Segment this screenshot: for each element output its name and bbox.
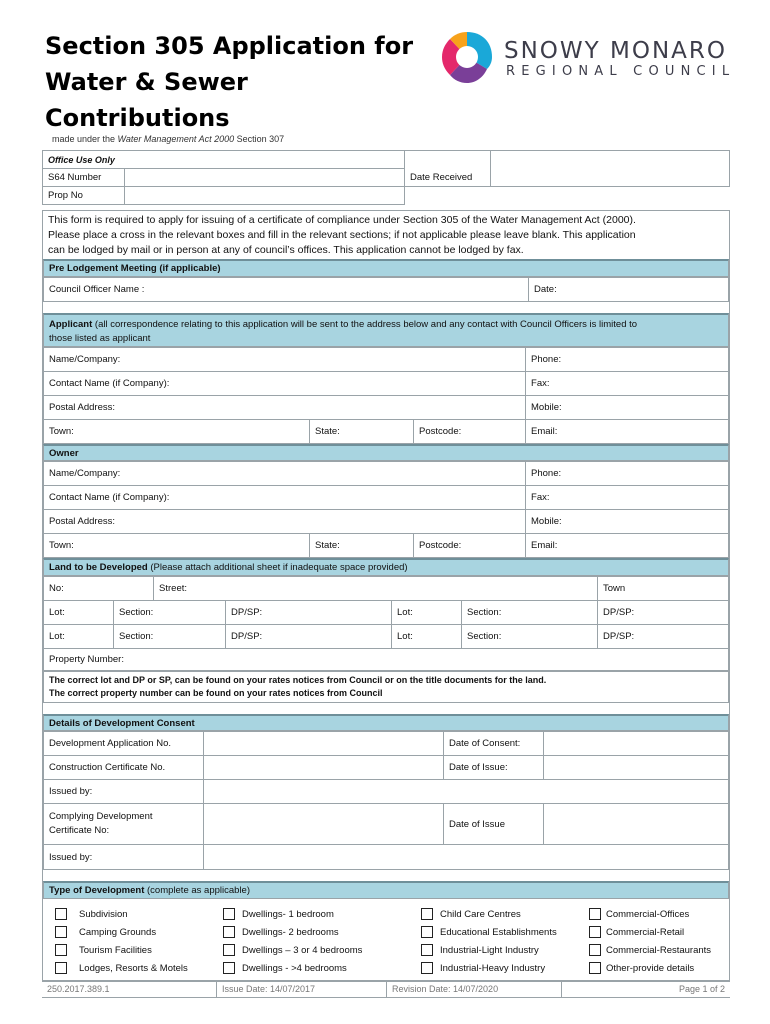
development-type-label: Industrial-Heavy Industry: [440, 962, 546, 974]
cdc-label: [44, 804, 204, 845]
development-type-checkbox[interactable]: [589, 908, 601, 920]
development-type-checkbox[interactable]: [421, 926, 433, 938]
prop-no-label: Prop No: [43, 187, 125, 205]
land-table: [43, 576, 729, 671]
application-form: [42, 210, 730, 982]
applicant-name-field[interactable]: Name/Company:: [44, 348, 526, 372]
intro-text: [43, 211, 729, 259]
owner-table: [43, 461, 729, 558]
development-type-checkbox[interactable]: [223, 926, 235, 938]
office-use-heading: Office Use Only: [43, 151, 405, 169]
applicant-town-field[interactable]: Town:: [44, 420, 310, 444]
development-type-label: Industrial-Light Industry: [440, 944, 539, 956]
date-consent-label: Date of Consent:: [444, 732, 544, 756]
cdc-field[interactable]: [204, 804, 444, 845]
land-street-field[interactable]: Street:: [154, 577, 598, 601]
land-note: [43, 671, 729, 703]
land-section-field[interactable]: Section:: [114, 625, 226, 649]
page-title: [45, 28, 425, 136]
land-note-line: The correct property number can be found on your rates notices from Council: [49, 688, 383, 698]
land-lot-field[interactable]: Lot:: [44, 625, 114, 649]
land-lot-field[interactable]: Lot:: [392, 625, 462, 649]
land-heading-bold: Land to be Developed: [49, 562, 148, 573]
date-issue-label: Date of Issue:: [444, 756, 544, 780]
development-type-label: Camping Grounds: [79, 926, 157, 938]
development-type-label: Lodges, Resorts & Motels: [79, 962, 188, 974]
issue-date: Issue Date: 14/07/2017: [217, 981, 387, 997]
development-type-heading-text: (complete as applicable): [144, 885, 250, 896]
development-type-checkbox[interactable]: [589, 962, 601, 974]
office-use-table: [42, 150, 730, 205]
issued-by-label: Issued by:: [44, 780, 204, 804]
applicant-heading-bold: Applicant: [49, 319, 93, 330]
owner-heading: Owner: [43, 444, 729, 461]
cc-label: Construction Certificate No.: [44, 756, 204, 780]
applicant-table: [43, 347, 729, 444]
consent-table: [43, 731, 729, 870]
development-type-label: Dwellings - >4 bedrooms: [242, 962, 347, 974]
page-number: Page 1 of 2: [678, 984, 725, 994]
date-received-label: Date Received: [405, 169, 491, 187]
development-type-checkbox[interactable]: [223, 944, 235, 956]
cdc-label-line: Complying Development: [49, 811, 153, 822]
development-type-checkbox[interactable]: [421, 962, 433, 974]
s64-label: S64 Number: [43, 169, 125, 187]
issued-by2-label: Issued by:: [44, 845, 204, 870]
doc-id: 250.2017.389.1: [42, 981, 217, 997]
title-line: Water & Sewer: [45, 68, 248, 96]
development-type-row: [43, 959, 729, 977]
subtitle-prefix: made under the: [52, 134, 118, 144]
applicant-postcode-field[interactable]: Postcode:: [414, 420, 526, 444]
applicant-fax-field[interactable]: Fax:: [526, 372, 729, 396]
development-type-row: [43, 905, 729, 923]
date-issue-field[interactable]: [544, 756, 729, 780]
land-lot-field[interactable]: Lot:: [392, 601, 462, 625]
council-logo: [438, 28, 738, 86]
applicant-phone-field[interactable]: Phone:: [526, 348, 729, 372]
land-section-field[interactable]: Section:: [114, 601, 226, 625]
development-type-label: Other-provide details: [606, 962, 695, 974]
applicant-heading: [43, 313, 729, 347]
owner-email-field[interactable]: Email:: [526, 534, 729, 558]
pre-lodgement-date-field[interactable]: Date:: [529, 278, 729, 302]
owner-mobile-field[interactable]: Mobile:: [526, 510, 729, 534]
land-section-field[interactable]: Section:: [462, 625, 598, 649]
da-field[interactable]: [204, 732, 444, 756]
consent-heading: Details of Development Consent: [43, 714, 729, 731]
da-label: Development Application No.: [44, 732, 204, 756]
applicant-postal-field[interactable]: Postal Address:: [44, 396, 526, 420]
development-type-label: Dwellings – 3 or 4 bedrooms: [242, 944, 363, 956]
development-type-table: [43, 905, 729, 977]
footer: [42, 980, 730, 998]
development-type-label: Dwellings- 2 bedrooms: [242, 926, 339, 938]
land-heading-text: (Please attach additional sheet if inadequate space provided): [147, 562, 408, 573]
pre-lodgement-table: [43, 277, 729, 302]
subtitle-act: Water Management Act 2000: [117, 134, 235, 144]
land-note-line: The correct lot and DP or SP, can be found on your rates notices from Council or on the title documents for the land.: [49, 675, 547, 685]
development-type-checkbox[interactable]: [55, 944, 67, 956]
development-type-label: Commercial-Restaurants: [606, 944, 712, 956]
applicant-mobile-field[interactable]: Mobile:: [526, 396, 729, 420]
pre-lodgement-heading: Pre Lodgement Meeting (if applicable): [43, 259, 729, 277]
cdc-label-line: Certificate No:: [49, 825, 110, 836]
development-type-label: Child Care Centres: [440, 908, 521, 920]
date-issue2-label: Date of Issue: [444, 804, 544, 845]
development-type-row: [43, 923, 729, 941]
title-line: Contributions: [45, 104, 230, 132]
development-type-grid: [43, 899, 729, 981]
owner-fax-field[interactable]: Fax:: [526, 486, 729, 510]
cc-field[interactable]: [204, 756, 444, 780]
issued-by2-field[interactable]: [204, 845, 729, 870]
development-type-label: Subdivision: [79, 908, 128, 920]
development-type-checkbox[interactable]: [55, 926, 67, 938]
applicant-heading-text-2: those listed as applicant: [49, 333, 151, 344]
applicant-state-field[interactable]: State:: [310, 420, 414, 444]
land-dpsp-field[interactable]: DP/SP:: [598, 601, 729, 625]
land-dpsp-field[interactable]: DP/SP:: [226, 625, 392, 649]
intro-line: Please place a cross in the relevant boxes and fill in the relevant sections; if not applicable please leave blank. This application: [48, 229, 636, 241]
council-officer-field[interactable]: Council Officer Name :: [44, 278, 529, 302]
land-dpsp-field[interactable]: DP/SP:: [226, 601, 392, 625]
owner-name-field[interactable]: Name/Company:: [44, 462, 526, 486]
development-type-label: Dwellings- 1 bedroom: [242, 908, 334, 920]
development-type-label: Tourism Facilities: [79, 944, 152, 956]
development-type-row: [43, 941, 729, 959]
owner-town-field[interactable]: Town:: [44, 534, 310, 558]
revision-date: Revision Date: 14/07/2020: [387, 981, 562, 997]
development-type-checkbox[interactable]: [421, 944, 433, 956]
land-dpsp-field[interactable]: DP/SP:: [598, 625, 729, 649]
applicant-contact-field[interactable]: Contact Name (if Company):: [44, 372, 526, 396]
intro-line: This form is required to apply for issuing of a certificate of compliance under Section 305 of the Water Management Act (2000).: [48, 214, 636, 226]
development-type-checkbox[interactable]: [55, 908, 67, 920]
development-type-checkbox[interactable]: [589, 926, 601, 938]
issued-by-field[interactable]: [204, 780, 729, 804]
date-consent-field[interactable]: [544, 732, 729, 756]
owner-postcode-field[interactable]: Postcode:: [414, 534, 526, 558]
development-type-checkbox[interactable]: [55, 962, 67, 974]
logo-name: SNOWY MONARO: [504, 38, 727, 64]
applicant-heading-text: (all correspondence relating to this application will be sent to the address below and any contact with Council Officers is limited to: [92, 319, 638, 330]
development-type-label: Educational Establishments: [440, 926, 557, 938]
date-received-field[interactable]: [491, 169, 730, 187]
subtitle: [52, 134, 284, 144]
development-type-checkbox[interactable]: [223, 908, 235, 920]
s64-field[interactable]: [125, 169, 405, 187]
prop-no-field[interactable]: [125, 187, 405, 205]
logo-mark-icon: [438, 28, 496, 86]
development-type-label: Commercial-Offices: [606, 908, 690, 920]
land-lot-field[interactable]: Lot:: [44, 601, 114, 625]
land-no-field[interactable]: No:: [44, 577, 154, 601]
development-type-checkbox[interactable]: [589, 944, 601, 956]
land-heading: [43, 558, 729, 576]
development-type-heading-bold: Type of Development: [49, 885, 145, 896]
title-line: Section 305 Application for: [45, 32, 414, 60]
development-type-checkbox[interactable]: [421, 908, 433, 920]
development-type-checkbox[interactable]: [223, 962, 235, 974]
owner-state-field[interactable]: State:: [310, 534, 414, 558]
date-issue2-field[interactable]: [544, 804, 729, 845]
owner-contact-field[interactable]: Contact Name (if Company):: [44, 486, 526, 510]
logo-subname: REGIONAL COUNCIL: [506, 64, 736, 79]
intro-line: can be lodged by mail or in person at any of council’s offices. This application cannot be lodged by fax.: [48, 244, 524, 256]
land-town-field[interactable]: Town: [598, 577, 729, 601]
owner-phone-field[interactable]: Phone:: [526, 462, 729, 486]
development-type-heading: [43, 881, 729, 899]
subtitle-suffix: Section 307: [234, 134, 285, 144]
development-type-label: Commercial-Retail: [606, 926, 685, 938]
owner-postal-field[interactable]: Postal Address:: [44, 510, 526, 534]
applicant-email-field[interactable]: Email:: [526, 420, 729, 444]
property-number-field[interactable]: Property Number:: [44, 649, 729, 671]
land-section-field[interactable]: Section:: [462, 601, 598, 625]
